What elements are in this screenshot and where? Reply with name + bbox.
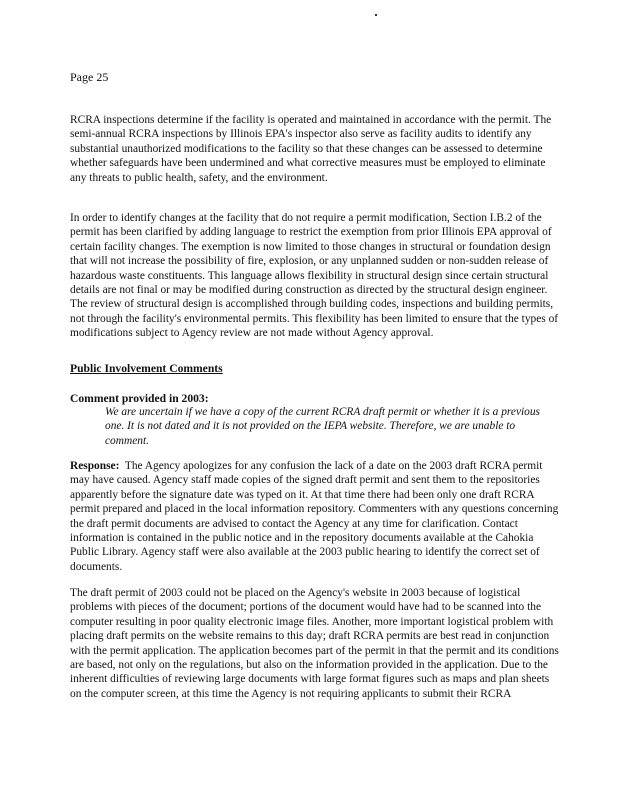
response-label: Response: [70,460,120,472]
paragraph-website-logistics: The draft permit of 2003 could not be placed on the Agency's website in 2003 because of logistical problems with pieces of the document; portions of the document would have had to be scanned into the computer resulting in poor quality electronic image files. Another, more important logistical problem with placing draft permits on the website remains to this day; draft RCRA permits are best read in conjunction with the permit application. The application becomes part of the permit in that the permit and its conditions are based, not only on the regulations, but also on the information provided in the application. Due to the inherent difficulties of reviewing large documents with large format figures such as maps and plan sheets on the computer screen, at this time the Agency is not requiring applicants to submit their RCRA [70,587,559,700]
comment-quote: We are uncertain if we have a copy of the current RCRA draft permit or whether it is a previous one. It is not dated and it is not provided on the IEPA website. Therefore, we are unable to comment. [105,406,540,447]
section-heading: Public Involvement Comments [70,362,223,375]
comment-heading: Comment provided in 2003: [70,392,209,405]
page-number: Page 25 [70,70,109,84]
response-text: The Agency apologizes for any confusion the lack of a date on the 2003 draft RCRA permit may have caused. Agency staff made copies of the signed draft permit and sent them to the repositories apparently before the signature date was typed on it. At that time there had been only one draft RCRA permit prepared and placed in the local information repository. Commenters with any questions concerning the draft permit documents are advised to contact the Agency at any time for clarification. Contact information is contained in the public notice and in the repository documents available at the Cahokia Public Library. Agency staff were also available at the 2003 public hearing to identify the correct set of documents. [70,460,559,573]
scan-speck [375,14,377,16]
paragraph-rcra-inspections: RCRA inspections determine if the facility is operated and maintained in accordance with the permit. The semi-annual RCRA inspections by Illinois EPA's inspector also serve as facility audits to identify any substantial unauthorized modifications to the facility so that these changes can be assessed to determine whether safeguards have been undermined and what corrective measures must be employed to eliminate any threats to public health, safety, and the environment. [70,114,552,184]
paragraph-permit-modification: In order to identify changes at the facility that do not require a permit modification, Section I.B.2 of the permit has been clarified by adding language to restrict the exemption from prior Illinois EPA approval of certain facility changes. The exemption is now limited to those changes in structural or foundation design that will not increase the possibility of fire, explosion, or any unplanned sudden or non-sudden release of hazardous waste constituents. This language allows flexibility in structural design since certain structural details are not final or may be modified during construction as directed by the structural design engineer. The review of structural design is accomplished through building codes, inspections and building permits, not through the facility's environmental permits. This flexibility has been limited to ensure that the types of modifications subject to Agency review are not made without Agency approval. [70,212,559,340]
response-paragraph [70,459,562,574]
